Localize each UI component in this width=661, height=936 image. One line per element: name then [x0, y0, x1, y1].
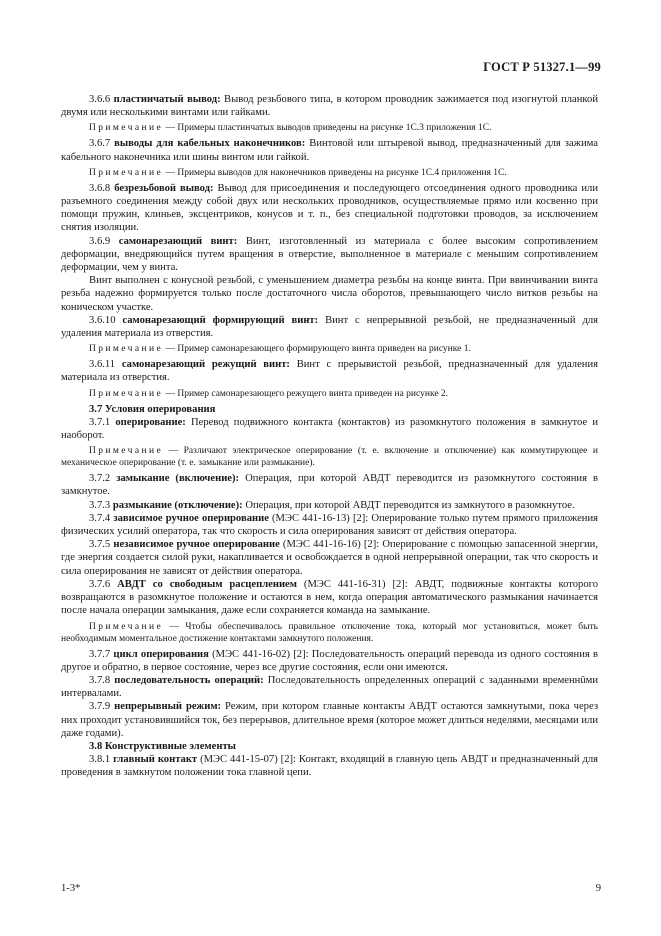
clause-number: 3.6.8: [89, 182, 111, 194]
term-name: непрерывный режим:: [114, 701, 222, 713]
note-label: Примечание: [89, 388, 164, 399]
term-definition: [61, 648, 598, 674]
paragraph: Винт выполнен с конусной резьбой, с уменьшением диаметра резьбы на конце винта. При ввинчивании винта резьба надежно формируется только после достаточного числа оборотов, превышающего число витков резьбы на коническом участке.: [61, 275, 598, 313]
definition-text: (МЭС 441-16-02) [2]: Последовательность операций перевода из одного состояния в другое и обратно, в первое состояние, через все другие состояния, если они имеются.: [61, 648, 598, 673]
definition-text: Перевод подвижного контакта (контактов) из разомкнутого положения в замкнутое и наоборот.: [61, 416, 598, 442]
clause-number: 3.6.10: [89, 314, 116, 326]
term-name: зависимое ручное оперирование: [113, 512, 269, 524]
term-definition: [61, 674, 598, 700]
term-name: самонарезающий формирующий винт:: [122, 314, 319, 326]
term-definition: [61, 314, 598, 340]
note-text: — Чтобы обеспечивалось правильное отключение тока, который мог установиться, может быть необходимым моментальное достижение контактами замкнутого положения.: [61, 621, 598, 644]
term-name: выводы для кабельных наконечников:: [114, 138, 306, 150]
footer-sheet-mark: 1-3*: [61, 883, 81, 894]
definition-text: Операция, при которой АВДТ переводится из разомкнутого состояния в замкнутое.: [61, 473, 598, 498]
term-definition: [61, 182, 598, 235]
document-body: [61, 93, 598, 780]
clause-number: 3.7.3: [89, 499, 111, 511]
note-text: — Примеры выводов для наконечников приведены на рисунке 1С.4 приложения 1С.: [163, 167, 507, 178]
term-name: замыкание (включение):: [116, 473, 240, 485]
section-heading: 3.8 Конструктивные элементы: [89, 740, 236, 752]
term-definition: [61, 416, 598, 442]
note-text: — Примеры пластинчатых выводов приведены на рисунке 1С.3 приложения 1С.: [163, 123, 492, 134]
definition-text: (МЭС 441-15-07) [2]: Контакт, входящий в главную цепь АВДТ и предназначенный для проведения в замкнутом положении тока главной цепи.: [61, 754, 599, 779]
note: [61, 621, 598, 645]
note: [61, 445, 598, 469]
term-name: цикл оперирования: [113, 648, 209, 660]
term-definition: [61, 512, 598, 538]
clause-number: 3.6.6: [89, 94, 111, 105]
clause-number: 3.6.7: [89, 138, 111, 150]
clause-number: 3.7.1: [89, 416, 111, 428]
term-definition: [61, 358, 598, 384]
definition-text: (МЭС 441-16-31) [2]: АВДТ, подвижные контакты которого возвращаются в разомкнутое положение и остаются в нем, когда операция автоматического размыкания начинается после начала операции замыкания, даже если сохраняется команда на замыкание.: [61, 578, 598, 617]
clause-number: 3.8.1: [89, 754, 111, 766]
note: [61, 388, 598, 400]
term-definition: [61, 753, 598, 779]
note: [61, 343, 598, 355]
term-definition: [61, 137, 598, 163]
clause-number: 3.7.8: [89, 674, 111, 686]
clause-number: 3.6.9: [89, 235, 111, 247]
clause-number: 3.6.11: [89, 359, 116, 371]
definition-text: Винт, изготовленный из материала с более высоким сопротивлением деформации, внедряющийся путем вращения в отверстие, выполненное в материале с меньшим сопротивлением деформации, чем у винта.: [61, 235, 598, 274]
definition-text: (МЭС 441-16-16) [2]: Оперирование с помощью запасенной энергии, где энергия создается силой руки, накапливается и освобождается в одной непрерывной операции, так что скорость и сила оперирования не зависят от действия оператора.: [61, 539, 598, 577]
term-definition: [61, 93, 598, 119]
clause-number: 3.7.2: [89, 473, 111, 485]
term-name: главный контакт: [113, 754, 198, 766]
note-text: — Пример самонарезающего формирующего винта приведен на рисунке 1.: [163, 344, 471, 355]
term-name: АВДТ со свободным расцеплением: [117, 578, 297, 590]
definition-text: Последовательность определенных операций с заданными временнûми интервалами.: [61, 674, 598, 700]
term-definition: [61, 499, 598, 512]
note-text: — Различают электрическое оперирование (т. е. включение и отключение) как коммутирующее и механическое оперирование (т. е. замыкание или размыкание).: [61, 446, 598, 469]
clause-number: 3.7.4: [89, 512, 111, 524]
page-number: 9: [595, 883, 601, 894]
term-definition: [61, 235, 598, 275]
term-name: независимое ручное оперирование: [113, 539, 280, 551]
clause-number: 3.7.7: [89, 648, 111, 660]
term-name: безрезьбовой вывод:: [114, 182, 214, 194]
definition-text: Винтовой или штыревой вывод, предназначенный для зажима кабельного наконечника или шины винтом или гайкой.: [61, 138, 598, 163]
standard-designation: ГОСТ Р 51327.1—99: [483, 60, 601, 74]
term-name: пластинчатый вывод:: [113, 94, 221, 105]
definition-text: Операция, при которой АВДТ переводится из замкнутого в разомкнутое.: [242, 499, 575, 511]
definition-text: Винт с прерывистой резьбой, предназначенный для удаления материала из отверстия.: [61, 359, 598, 384]
term-definition: [61, 700, 598, 740]
note-label: Примечание: [89, 446, 164, 457]
term-name: последовательность операций:: [114, 674, 264, 686]
term-name: размыкание (отключение):: [112, 499, 243, 511]
section-heading: 3.7 Условия оперирования: [89, 403, 216, 415]
note-label: Примечание: [89, 123, 164, 134]
term-definition: [61, 538, 598, 578]
definition-text: Винт с непрерывной резьбой, не предназначенный для удаления материала из отверстия.: [61, 314, 598, 340]
clause-number: 3.7.6: [89, 578, 111, 590]
clause-number: 3.7.5: [89, 539, 111, 551]
definition-text: Режим, при котором главные контакты АВДТ остаются замкнутыми, пока через них проходит установившийся ток, без перерывов, длительное время (которое может длиться неделями, месяцами или даже годами).: [61, 701, 598, 739]
clause-number: 3.7.9: [89, 701, 111, 713]
term-name: самонарезающий режущий винт:: [121, 359, 290, 371]
term-definition: [61, 578, 598, 618]
definition-text: Вывод для присоединения и последующего отсоединения одного проводника или разъемного соединения между собой двух или нескольких проводников, осуществляемые прямо или косвенно при помощи пружин, клиньев, эксцентриков, конусов и т. п., без специальной подготовки проводов, за исключением снятия изоляции.: [61, 182, 598, 234]
term-definition: [61, 472, 598, 498]
term-name: оперирование:: [115, 416, 186, 428]
note-label: Примечание: [89, 344, 164, 355]
note-text: — Пример самонарезающего режущего винта приведен на рисунке 2.: [163, 388, 449, 399]
definition-text: (МЭС 441-16-13) [2]: Оперирование только путем прямого приложения физических усилий оператора, так что скорость и сила оперирования зависят от действия оператора.: [61, 512, 598, 538]
note: [61, 122, 598, 134]
note: [61, 167, 598, 179]
note-label: Примечание: [89, 621, 164, 632]
note-label: Примечание: [89, 167, 164, 178]
definition-text: Вывод резьбового типа, в котором проводник зажимается под изогнутой планкой двумя или несколькими винтами или гайками.: [61, 94, 598, 119]
term-name: самонарезающий винт:: [118, 235, 238, 247]
